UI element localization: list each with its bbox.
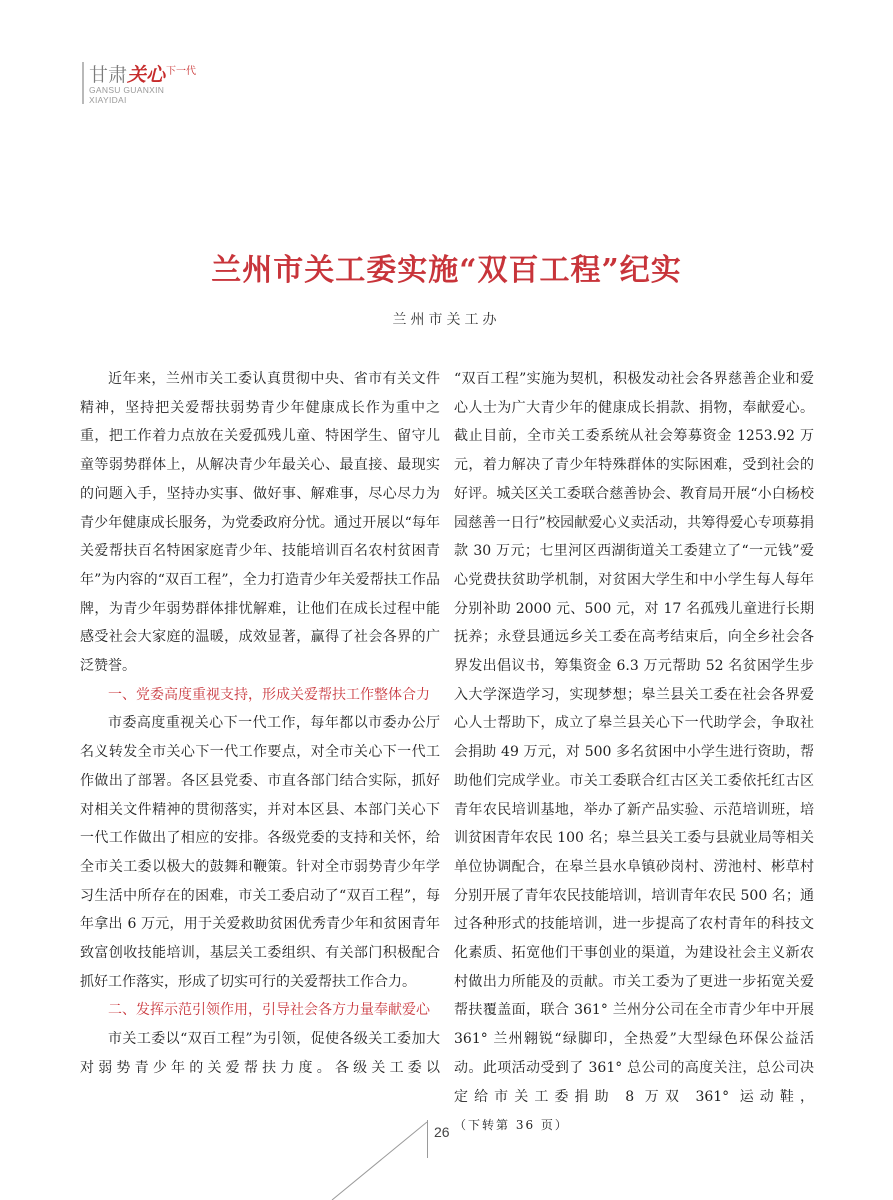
page-number: 26 [434, 1124, 450, 1140]
section-heading-2: 二、发挥示范引领作用，引导社会各方力量奉献爱心 [108, 1002, 430, 1019]
page-number-divider [427, 1120, 428, 1158]
section-1-paragraph: 市委高度重视关心下一代工作，每年都以市委办公厅名义转发全市关心下一代工作要点，对全市关心下一代工作做出了部署。各区县党委、市直各部门结合实际，抓好对相关文件精神的贯彻落实，并对本区县、本部门关心下一代工作做出了相应的安排。各级党委的支持和关怀，给全市关工委以极大的鼓舞和鞭策。针对全市弱势青少年学习生活中所存在的困难，市关工委启动了“双百工程”，每年拿出 6 万元，用于关爱救助贫困优秀青少年和贫困青年致富创收技能培训，基层关工委组织、有关部门积极配合抓好工作落实，形成了切实可行的关爱帮扶工作合力。 [80, 715, 440, 990]
logo-text-xiayidai: 下一代 [166, 66, 197, 77]
logo-text-gansu: 甘肃 [89, 64, 128, 86]
logo-english-line-1: GANSU GUANXIN [89, 85, 165, 95]
right-column-text: “双百工程”实施为契机，积极发动社会各界慈善企业和爱心人士为广大青少年的健康成长捐款、捐物，奉献爱心。截止目前，全市关工委系统从社会筹募资金 1253.92 万元，着力解决了青少年特殊群体的实际困难，受到社会的好评。城关区关工委联合慈善协会、教育局开展“小白杨校园慈善一日行”校园献爱心义卖活动，共筹得爱心专项募捐款 30 万元；七里河区西湖街道关工委建立了“一元钱”爱心党费扶贫助学机制，对贫困大学生和中小学生每人每年分别补助 2000 元、500 元，对 17 名孤残儿童进行长期抚养；永登县通远乡关工委在高考结束后，向全乡社会各界发出倡议书，筹集资金 6.3 万元帮助 52 名贫困学生步入大学深造学习，实现梦想；皋兰县关工委在社会各界爱心人士帮助下，成立了皋兰县关心下一代助学会，争取社会捐助 49 万元，对 500 多名贫困中小学生进行资助，帮助他们完成学业。市关工委联合红古区关工委依托红古区青年农民培训基地，举办了新产品实验、示范培训班，培训贫困青年农民 100 名；皋兰县关工委与县就业局等相关单位协调配合，在皋兰县水阜镇砂岗村、涝池村、彬草村分别开展了青年农民技能培训，培训青年农民 500 名；通过各种形式的技能培训，进一步提高了农村青年的科技文化素质、拓宽他们干事创业的渠道，为建设社会主义新农村做出力所能及的贡献。市关工委为了更进一步拓宽关爱帮扶覆盖面，联合 361° 兰州分公司在全市青少年中开展 361° 兰州翱锐“绿脚印，全热爱”大型绿色环保公益活动。此项活动受到了 361° 总公司的高度关注，总公司决定给市关工委捐助 8 万双 361° 运动鞋， [454, 371, 814, 1105]
footer-diagonal-line [332, 1122, 427, 1200]
continued-note: （下转第 36 页） [454, 1118, 569, 1133]
article-author: 兰州市关工办 [392, 312, 501, 328]
logo-english-line-2: XIAYIDAI [89, 95, 127, 105]
section-heading-1: 一、党委高度重视支持，形成关爱帮扶工作整体合力 [108, 686, 430, 703]
logo-text-guanxin: 关心 [127, 64, 166, 86]
article-title: 兰州市关工委实施“双百工程”纪实 [211, 253, 682, 288]
intro-paragraph: 近年来，兰州市关工委认真贯彻中央、省市有关文件精神，坚持把关爱帮扶弱势青少年健康成长作为重中之重，把工作着力点放在关爱孤残儿童、特困学生、留守儿童等弱势群体上，从解决青少年最关心、最直接、最现实的问题入手，坚持办实事、做好事、解难事，尽心尽力为青少年健康成长服务，为党委政府分忧。通过开展以“每年关爱帮扶百名特困家庭青少年、技能培训百名农村贫困青年”为内容的“双百工程”，全力打造青少年关爱帮扶工作品牌，为青少年弱势群体排忧解难，让他们在成长过程中能感受社会大家庭的温暖，成效显著，赢得了社会各界的广泛赞誉。 [80, 371, 440, 675]
section-2-paragraph: 市关工委以“双百工程”为引领，促使各级关工委加大对弱势青少年的关爱帮扶力度。各级关工委以 [80, 1031, 440, 1076]
